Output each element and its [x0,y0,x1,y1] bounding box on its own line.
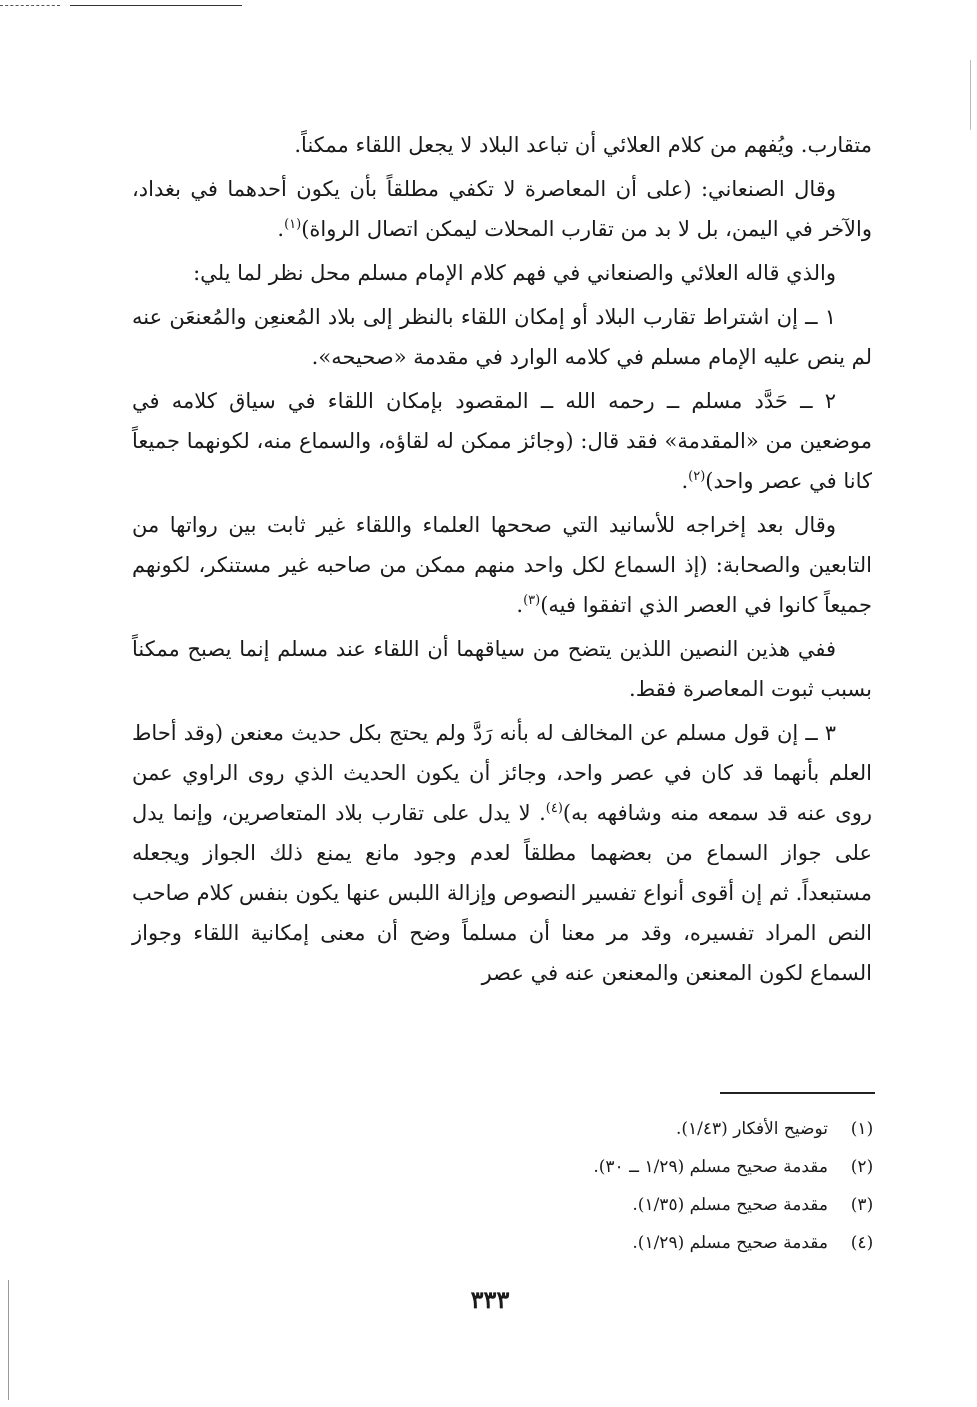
paragraph [132,169,872,249]
paragraph-text: والذي قاله العلائي والصنعاني في فهم كلام الإمام مسلم محل نظر لما يلي: [193,261,836,285]
footnote-reference[interactable]: (٤) [545,801,563,816]
paragraph [132,253,872,293]
footnote-number: (٤) [850,1233,874,1253]
paragraph [132,505,872,625]
footnote-number: (٣) [850,1195,874,1215]
footnote-text: مقدمة صحيح مسلم (١/٣٥). [632,1195,828,1215]
paragraph-text: متقارب. ويُفهم من كلام العلائي أن تباعد البلاد لا يجعل اللقاء ممكناً. [294,133,872,157]
footnote-item [300,1148,878,1186]
main-text [132,125,872,997]
paragraph [132,629,872,709]
paragraph [132,297,872,377]
paragraph-text: وقال بعد إخراجه للأسانيد التي صححها العلماء واللقاء غير ثابت بين رواتها من التابعين والصحابة: (إذ السماع لكل واحد منهم ممكن من صاحبه غير مستنكر، لكونهم جميعاً كانوا في العصر الذي اتفقوا فيه) [132,513,872,617]
footnote-number: (٢) [850,1157,874,1177]
paragraph-text: ففي هذين النصين اللذين يتضح من سياقهما أن اللقاء عند مسلم إنما يصبح ممكناً بسبب ثبوت المعاصرة فقط. [132,637,872,701]
footnote-reference[interactable]: (٣) [523,593,541,608]
paragraph [132,381,872,501]
footnote-item [300,1110,878,1148]
footnote-item [300,1224,878,1262]
paragraph [132,125,872,165]
page-number: ٣٣٣ [470,1285,510,1314]
paragraph-text-tail: . [516,593,524,617]
paragraph-text: ٢ ــ حَدَّد مسلم ــ رحمه الله ــ المقصود بإمكان اللقاء في سياق كلامه في موضعين من «المقدمة» فقد قال: (وجائز ممكن له لقاؤه، والسماع منه، لكونهما جميعاً كانا في عصر واحد) [132,389,872,493]
scan-artifact-line [0,5,60,6]
footnote-text: مقدمة صحيح مسلم (١/٢٩). [632,1233,828,1253]
footnote-item [300,1186,878,1224]
paragraph-text: ٣ ــ إن قول مسلم عن المخالف له بأنه رَدَّ ولم يحتج بكل حديث معنعن (وقد أحاط العلم بأنهما قد كان في عصر واحد، وجائز أن يكون الحديث الذي روى الراوي عمن روى عنه قد سمعه منه وشافهه به) [132,721,872,825]
footnote-reference[interactable]: (١) [284,217,302,232]
paragraph-text-tail: . [681,469,689,493]
paragraph-text: وقال الصنعاني: (على أن المعاصرة لا تكفي مطلقاً بأن يكون أحدهما في بغداد، والآخر في اليمن، بل لا بد من تقارب المحلات ليمكن اتصال الرواة) [132,177,872,241]
paragraph-text-tail: . لا يدل على تقارب بلاد المتعاصرين، وإنما يدل على جواز السماع من بعضهما مطلقاً لعدم وجود مانع يمنع ذلك الجواز ويجعله مستبعداً. ثم إن أقوى أنواع تفسير النصوص وإزالة اللبس عنها يكون بنفس كلام صاحب النص المراد تفسيره، وقد مر معنا أن مسلماً وضح أن معنى إمكانية اللقاء وجواز السماع لكون المعنعن والمعنعن عنه في عصر [132,801,872,985]
paragraph-text: ١ ــ إن اشتراط تقارب البلاد أو إمكان اللقاء بالنظر إلى بلاد المُعنعِن والمُعنعَن عنه لم ينص عليه الإمام مسلم في كلامه الوارد في مقدمة «صحيحه». [132,305,872,369]
scan-artifact-line [70,5,242,6]
footnote-number: (١) [850,1119,874,1139]
scan-artifact-edge [970,60,971,130]
paragraph [132,713,872,993]
footnote-text: مقدمة صحيح مسلم (١/٢٩ ــ ٣٠). [593,1157,828,1177]
footnote-text: توضيح الأفكار (١/٤٣). [676,1119,828,1139]
footnotes [300,1110,878,1262]
scan-artifact-edge [8,1280,9,1400]
footnote-separator [720,1092,875,1094]
paragraph-text-tail: . [277,217,285,241]
footnote-reference[interactable]: (٢) [688,469,706,484]
